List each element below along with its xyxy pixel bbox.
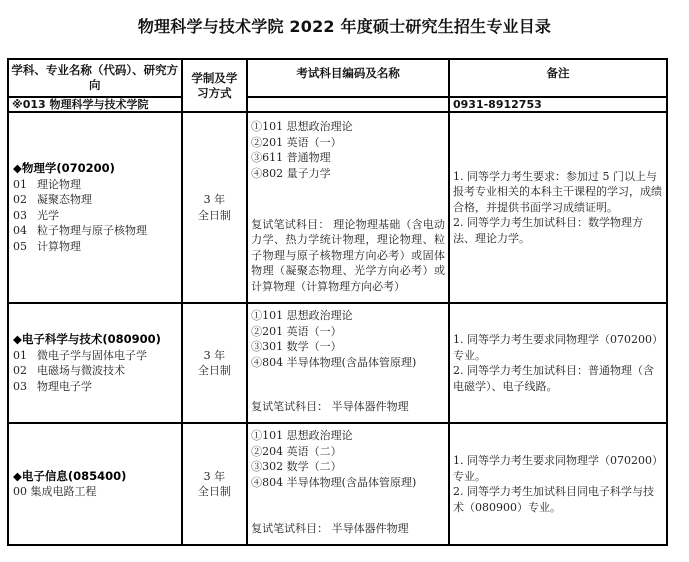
exam-subjects: ①101 思想政治理论 ②204 英语（二） ③302 数学（二） ④804 半导体物理(含晶体管原理) [251, 429, 417, 489]
header-exam-subjects: 考试科目编码及名称 [247, 59, 449, 97]
direction-item: 04 粒子物理与原子核物理 [13, 224, 147, 237]
major-name: ◆电子信息(085400) [13, 468, 127, 483]
header-duration-mode: 学制及学习方式 [182, 59, 248, 112]
study-mode: 全日制 [197, 208, 231, 222]
notes-cell: 1. 同等学力考生要求：参加过 5 门以上与报考专业相关的本科主干课程的学习，成绩合格，并提供书面学习成绩证明。 2. 同等学力考生加试科目：数学物理方法、理论力学。 [449, 112, 667, 303]
retest-subjects: 复试笔试科目： 半导体器件物理 [251, 521, 409, 535]
study-mode: 全日制 [197, 364, 231, 377]
header-notes: 备注 [449, 59, 667, 97]
study-mode: 全日制 [197, 485, 231, 498]
major-cell [8, 303, 182, 423]
header-row [8, 59, 667, 97]
direction-item: 02 凝聚态物理 [13, 193, 92, 206]
direction-item: 02 电磁场与微波技术 [13, 364, 125, 377]
major-name: ◆物理学(070200) [13, 161, 115, 175]
notes-cell: 1. 同等学力考生要求同物理学（070200）专业。 2. 同等学力考生加试科目同电子科学与技术（080900）专业。 [449, 423, 667, 545]
major-name: ◆电子科学与技术(080900) [13, 332, 161, 346]
program-catalog-table [7, 58, 668, 546]
duration: 3 年 [203, 348, 226, 362]
direction-item: 01 微电子学与固体电子学 [13, 348, 147, 362]
retest-subjects: 复试笔试科目： 理论物理基础（含电动力学、热力学统计物理，理论物理、粒子物理与原子核物理方向必考）或固体物理（凝聚态物理、光学方向必考）或计算物理（计算物理方向必考） [251, 217, 445, 293]
org-row [8, 97, 667, 112]
exam-cell [247, 112, 449, 303]
duration-mode-cell [182, 112, 248, 303]
major-cell [8, 423, 182, 545]
header-major: 学科、专业名称（代码）、研究方向 [8, 59, 182, 97]
major-cell [8, 112, 182, 303]
direction-item: 03 光学 [13, 208, 59, 222]
org-name: ※013 物理科学与技术学院 [8, 97, 182, 112]
notes-cell: 1. 同等学力考生要求同物理学（070200）专业。 2. 同等学力考生加试科目：普通物理（含电磁学）、电子线路。 [449, 303, 667, 423]
table-row [8, 303, 667, 423]
duration: 3 年 [203, 193, 226, 206]
duration: 3 年 [203, 469, 226, 483]
table-row [8, 112, 667, 303]
direction-item: 03 物理电子学 [13, 379, 92, 393]
exam-subjects: ①101 思想政治理论 ②201 英语（一） ③301 数学（一） ④804 半导体物理(含晶体管原理) [251, 309, 417, 369]
exam-cell [247, 423, 449, 545]
retest-subjects: 复试笔试科目： 半导体器件物理 [251, 399, 409, 413]
org-empty-cell [247, 97, 449, 112]
duration-mode-cell [182, 423, 248, 545]
page-title: 物理科学与技术学院 2022 年度硕士研究生招生专业目录 [137, 17, 552, 36]
direction-item: 00 集成电路工程 [13, 485, 97, 498]
org-phone: 0931-8912753 [449, 97, 667, 112]
table-row [8, 423, 667, 545]
direction-item: 05 计算物理 [13, 239, 81, 253]
exam-subjects: ①101 思想政治理论 ②201 英语（一） ③611 普通物理 ④802 量子力学 [251, 120, 353, 180]
exam-cell [247, 303, 449, 423]
duration-mode-cell [182, 303, 248, 423]
direction-item: 01 理论物理 [13, 177, 81, 191]
